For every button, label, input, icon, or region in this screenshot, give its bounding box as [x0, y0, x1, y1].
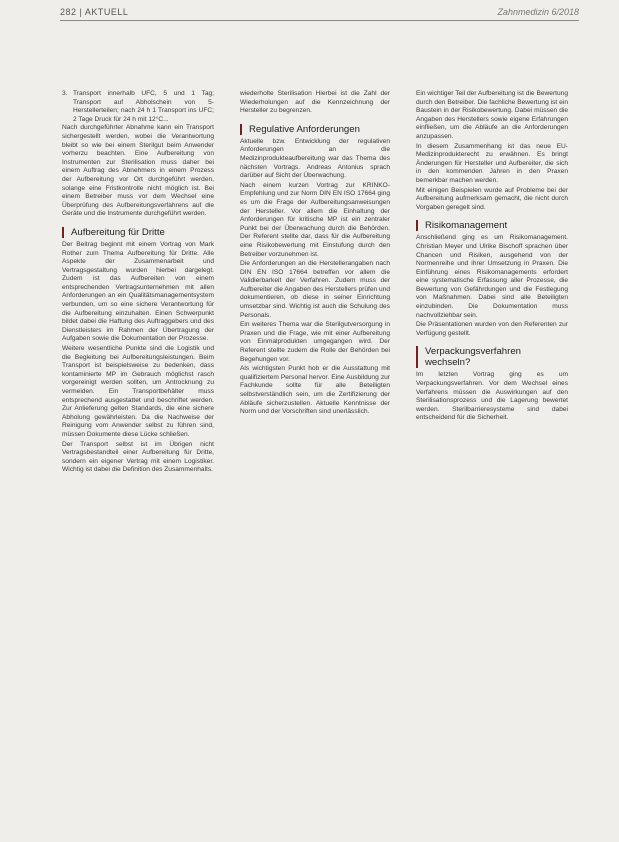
section-heading: Aufbereitung für Dritte [62, 227, 214, 238]
column-2 [240, 90, 390, 418]
page-number-section: 282 | AKTUELL [60, 7, 129, 17]
paragraph: Als wichtigsten Punkt hob er die Ausstattung mit qualifiziertem Personal hervor. Eine Ausbildung zur Fachkunde sollte für alle Beteiligten selbstverständlich sein, um die Zertifizierung der Abläufe sicherzustellen. Aktuelle Kenntnisse der Norm und der Vorschriften sind unerlässlich. [240, 365, 390, 416]
paragraph: Nach durchgeführter Abnahme kann ein Transport sichergestellt werden, wobei die Verantwortung bleibt so wie bei einem Sterilgut beim Anwender vorherzu beachten. Eine Aufbereitung von Instrumenten zur Sterilisation muss daher bei einem Auftrag des Abnehmers in einem Prozess der Aufbereitung vor Ort durchgeführt werden, solange eine Fristkontrolle nicht möglich ist. Bei einem Betreiber muss vor dem Wechsel eine Überprüfung des Aufbereitungsverfahrens auf die Geräte und die Instrumente durchgeführt werden. [62, 124, 214, 218]
journal-title: Zahnmedizin 6/2018 [497, 7, 579, 17]
running-header [60, 6, 579, 21]
paragraph: Nach einem kurzen Vortrag zur KRINKO-Empfehlung und zur Norm DIN EN ISO 17664 ging es um die Frage der Aufbereitungsanweisungen der Hersteller. Vor allem die Einhaltung der Anforderungen für kritische MP ist ein zentraler Punkt bei der Überwachung durch die Behörden. Der Referent stellte dar, dass für die Aufbereitung eine Risikobewertung mit Einstufung durch den Betreiber vorzunehmen ist. [240, 181, 390, 258]
paragraph: Aktuelle bzw. Entwicklung der regulativen Anforderungen an die Medizinprodukteaufbereitung war das Thema des nächsten Vortrags. Andreas Antonius sprach darüber auf Sicht der Überwachung. [240, 137, 390, 180]
section-heading: Verpackungsverfahren wechseln? [416, 346, 568, 368]
paragraph: Die Anforderungen an die Herstellerangaben nach DIN EN ISO 17664 betreffen vor allem die Validierbarkeit der Verfahren. Zudem muss der Aufbereiter die Angaben des Herstellers prüfen und dokumentieren, ob diese in seiner Einrichtung umsetzbar sind. Wichtig ist auch die Schulung des Personals. [240, 260, 390, 319]
paragraph: Weitere wesentliche Punkte sind die Logistik und die Begleitung bei Aufbereitungsleistungen. Beim Transport ist beispielsweise zu bedenken, dass kontaminierte MP im Gebrauch möglichst rasch vorgereinigt werden sollten, um Antrocknung zu vermeiden. Ein Transportbehälter muss entsprechend ausgestattet und beschriftet werden. Zur Anlieferung gelten Standards, die eine sichere Abholung gewährleisten. Da die Nachweise der Reinigung vom Anwender selbst zu führen sind, müssen Dokumente diese Lücke schließen. [62, 345, 214, 438]
paragraph: Ein weiteres Thema war die Sterilgutversorgung in Praxen und die Frage, wie mit einer Aufbereitung von Einmalprodukten umgegangen wird. Der Referent stellte zudem die Rolle der Behörden bei Begehungen vor. [240, 321, 390, 363]
section-heading: Regulative Anforderungen [240, 124, 390, 135]
paragraph: wiederholte Sterilisation Hierbei ist die Zahl der Wiederholungen auf die Kennzeichnung der Hersteller zu begrenzen. [240, 90, 390, 115]
paragraph: Die Präsentationen wurden von den Referenten zur Verfügung gestellt. [416, 321, 568, 337]
paragraph: Ein wichtiger Teil der Aufbereitung ist die Bewertung durch den Betreiber. Die fachliche Bewertung ist ein Baustein in der Risikobewertung. Dabei müssen die Angaben des Herstellers sowie eigene Erfahrungen einfließen, um die Abläufe an die Anforderungen anzupassen. [416, 90, 568, 140]
paragraph: Mit einigen Beispielen wurde auf Probleme bei der Aufbereitung aufmerksam gemacht, die nicht durch Vorgaben geregelt sind. [416, 186, 568, 211]
paragraph: Im letzten Vortrag ging es um Verpackungsverfahren. Vor dem Wechsel eines Verfahrens müssen die Auswirkungen auf den Sterilisationsprozess und die Lagerung bewertet werden. Sterilbarrieresysteme sind dabei entscheidend für die Sicherheit. [416, 371, 568, 422]
list-text: Transport innerhalb UFC, 5 und 1 Tag; Transport auf Abholschein von 5-Herstellerteilen; nach 24 h 1 Transport ins UFC; 2 Tage Druck für 24 h mit 12°C... [73, 90, 214, 123]
paragraph: In diesem Zusammenhang ist das neue EU-Medizinprodukterecht zu erwähnen. Es bringt Änderungen für Hersteller und Aufbereiter, die sich in den kommenden Jahren in den Praxen bemerkbar machen werden. [416, 142, 568, 184]
list-item [62, 90, 214, 124]
column-3 [416, 90, 568, 424]
section-heading: Risikomanagement [416, 220, 568, 231]
list-number: 3. [62, 90, 68, 97]
paragraph: Der Beitrag beginnt mit einem Vortrag von Mark Rother zum Thema Aufbereitung für Dritte. Alle Aspekte der Zusammenarbeit und Vertragsgestaltung wurden hierbei dargelegt. Zudem ist das Aufbereiten von einem entsprechenden Vertragsunternehmen mit allen Anforderungen an ein Qualitätsmanagementsystem verbunden, um so eine sichere Verantwortung für die Aufbereitung einzuhalten. Einen Schwerpunkt bildet dabei die Haftung des Auftraggebers und des Dienstleisters im Rahmen der Übertragung der Aufgaben sowie die Dokumentation der Prozesse. [62, 240, 214, 343]
column-1 [62, 90, 214, 476]
paragraph: Anschließend ging es um Risikomanagement. Christian Meyer und Ulrike Bischoff sprachen über Chancen und Risiken, ausgehend von der Normenreihe und ihrer Umsetzung in Praxen. Die Einführung eines Risikomanagements erfordert eine systematische Erfassung aller Prozesse, die Bewertung von Gefährdungen und die Festlegung von Maßnahmen. Dabei sind alle Beteiligten einzubinden. Die Dokumentation muss nachvollziehbar sein. [416, 234, 568, 319]
paragraph: Der Transport selbst ist im Übrigen nicht Vertragsbestandteil einer Aufbereitung für Dritte, sondern ein eigener Vertrag mit einem Logistiker. Wichtig ist dabei die Definition des Zusammenhalts. [62, 440, 214, 474]
